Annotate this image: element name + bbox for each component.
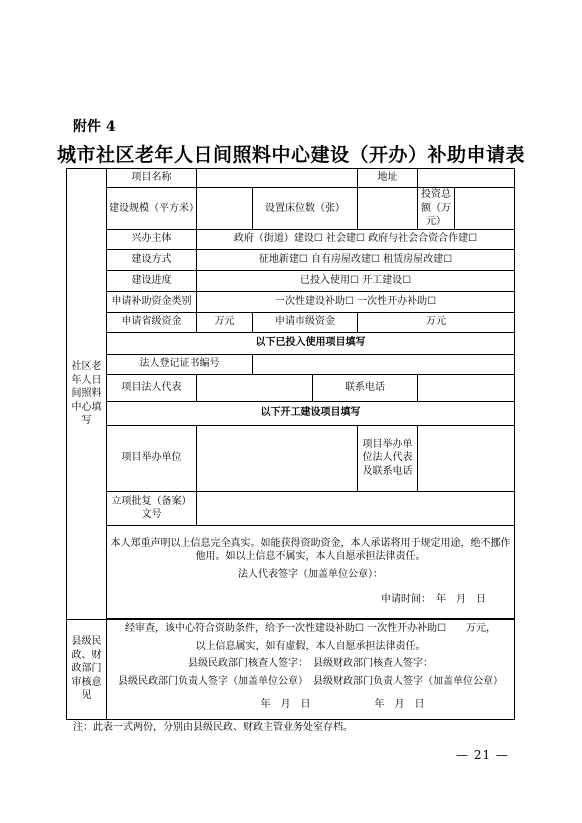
date-finance: 年 月 日	[374, 699, 425, 711]
review-dates	[109, 698, 512, 712]
head-signatures	[109, 675, 512, 689]
footnote: 注：此表一式两份，分别由县级民政、财政主管业务处室存档。	[73, 722, 353, 733]
address-label: 地址	[358, 169, 418, 188]
county-review-label: 县级民政、财政部门审核意见	[67, 619, 107, 719]
beds-value[interactable]	[358, 188, 418, 230]
signature-line: 法人代表签字（加盖单位公章）：	[238, 568, 384, 580]
scale-value[interactable]	[197, 188, 253, 230]
checker-signatures	[109, 657, 512, 671]
investment-value[interactable]	[455, 188, 515, 230]
organizer-value[interactable]	[197, 425, 358, 491]
civil-checker: 县级民政部门核查人签字：	[188, 658, 304, 670]
organizer-label: 项目举办单位	[107, 425, 197, 491]
province-fund-label: 申请省级资金	[107, 312, 197, 332]
declaration-cell	[107, 525, 515, 618]
phone-label: 联系电话	[313, 374, 418, 401]
approval-label: 立项批复（备案）文号	[107, 491, 197, 525]
county-confirm-text: 以上信息属实，如有虚假，本人自愿承担法律责任。	[195, 640, 426, 652]
community-fill-label: 社区老年人日间照料中心填写	[67, 169, 107, 620]
fund-type-options[interactable]: 一次性建设补助☐ 一次性开办补助☐	[197, 291, 515, 312]
progress-options[interactable]: 已投入使用☐ 开工建设☐	[197, 270, 515, 291]
province-fund-unit[interactable]: 万元	[197, 312, 253, 332]
beds-label: 设置床位数（张）	[253, 188, 358, 230]
legal-cert-value[interactable]	[253, 354, 515, 374]
date-civil: 年 月 日	[260, 699, 311, 711]
fund-type-label: 申请补助资金类别	[107, 291, 197, 312]
page-number: — 21 —	[456, 748, 509, 762]
phone-value[interactable]	[418, 374, 515, 401]
apply-time: 申请时间： 年 月 日	[381, 594, 487, 605]
county-review-cell	[107, 619, 515, 719]
attachment-label: 附件 4	[73, 119, 116, 135]
method-label: 建设方式	[107, 249, 197, 270]
city-fund-label: 申请市级资金	[253, 312, 358, 332]
sponsor-label: 兴办主体	[107, 229, 197, 249]
sponsor-options[interactable]: 政府（街道）建设☐ 社会建☐ 政府与社会合资合作建☐	[197, 229, 515, 249]
city-fund-unit[interactable]: 万元	[358, 312, 515, 332]
address-value[interactable]	[418, 169, 515, 188]
finance-checker: 县级财政部门核查人签字：	[313, 658, 434, 670]
progress-label: 建设进度	[107, 270, 197, 291]
legal-cert-label: 法人登记证书编号	[107, 354, 253, 374]
project-name-label: 项目名称	[107, 169, 197, 188]
scale-label: 建设规模（平方米）	[107, 188, 197, 230]
legal-rep-value[interactable]	[197, 374, 313, 401]
declaration-text: 本人郑重声明以上信息完全真实。如能获得资助资金，本人承诺将用于规定用途，绝不挪作他用。如以上信息不属实，本人自愿承担法律责任。	[110, 537, 511, 562]
section-in-use-heading: 以下已投入使用项目填写	[107, 332, 515, 354]
organizer-rep-label: 项目举办单位法人代表及联系电话	[358, 425, 418, 491]
page-title: 城市社区老年人日间照料中心建设（开办）补助申请表	[56, 144, 525, 166]
finance-head: 县级财政部门负责人签字（加盖单位公章）	[313, 675, 504, 687]
county-review-text: 经审查，该中心符合资助条件，给予一次性建设补助☐ 一次性开办补助☐ 万元，	[124, 623, 497, 635]
section-started-heading: 以下开工建设项目填写	[107, 401, 515, 425]
method-options[interactable]: 征地新建☐ 自有房屋改建☐ 租赁房屋改建☐	[197, 249, 515, 270]
project-name-value[interactable]	[197, 169, 358, 188]
approval-value[interactable]	[197, 491, 515, 525]
investment-label: 投资总额（万元）	[418, 188, 455, 230]
organizer-rep-value[interactable]	[418, 425, 515, 491]
legal-rep-label: 项目法人代表	[107, 374, 197, 401]
civil-head: 县级民政部门负责人签字（加盖单位公章）	[118, 675, 304, 687]
application-form-table	[66, 168, 515, 720]
